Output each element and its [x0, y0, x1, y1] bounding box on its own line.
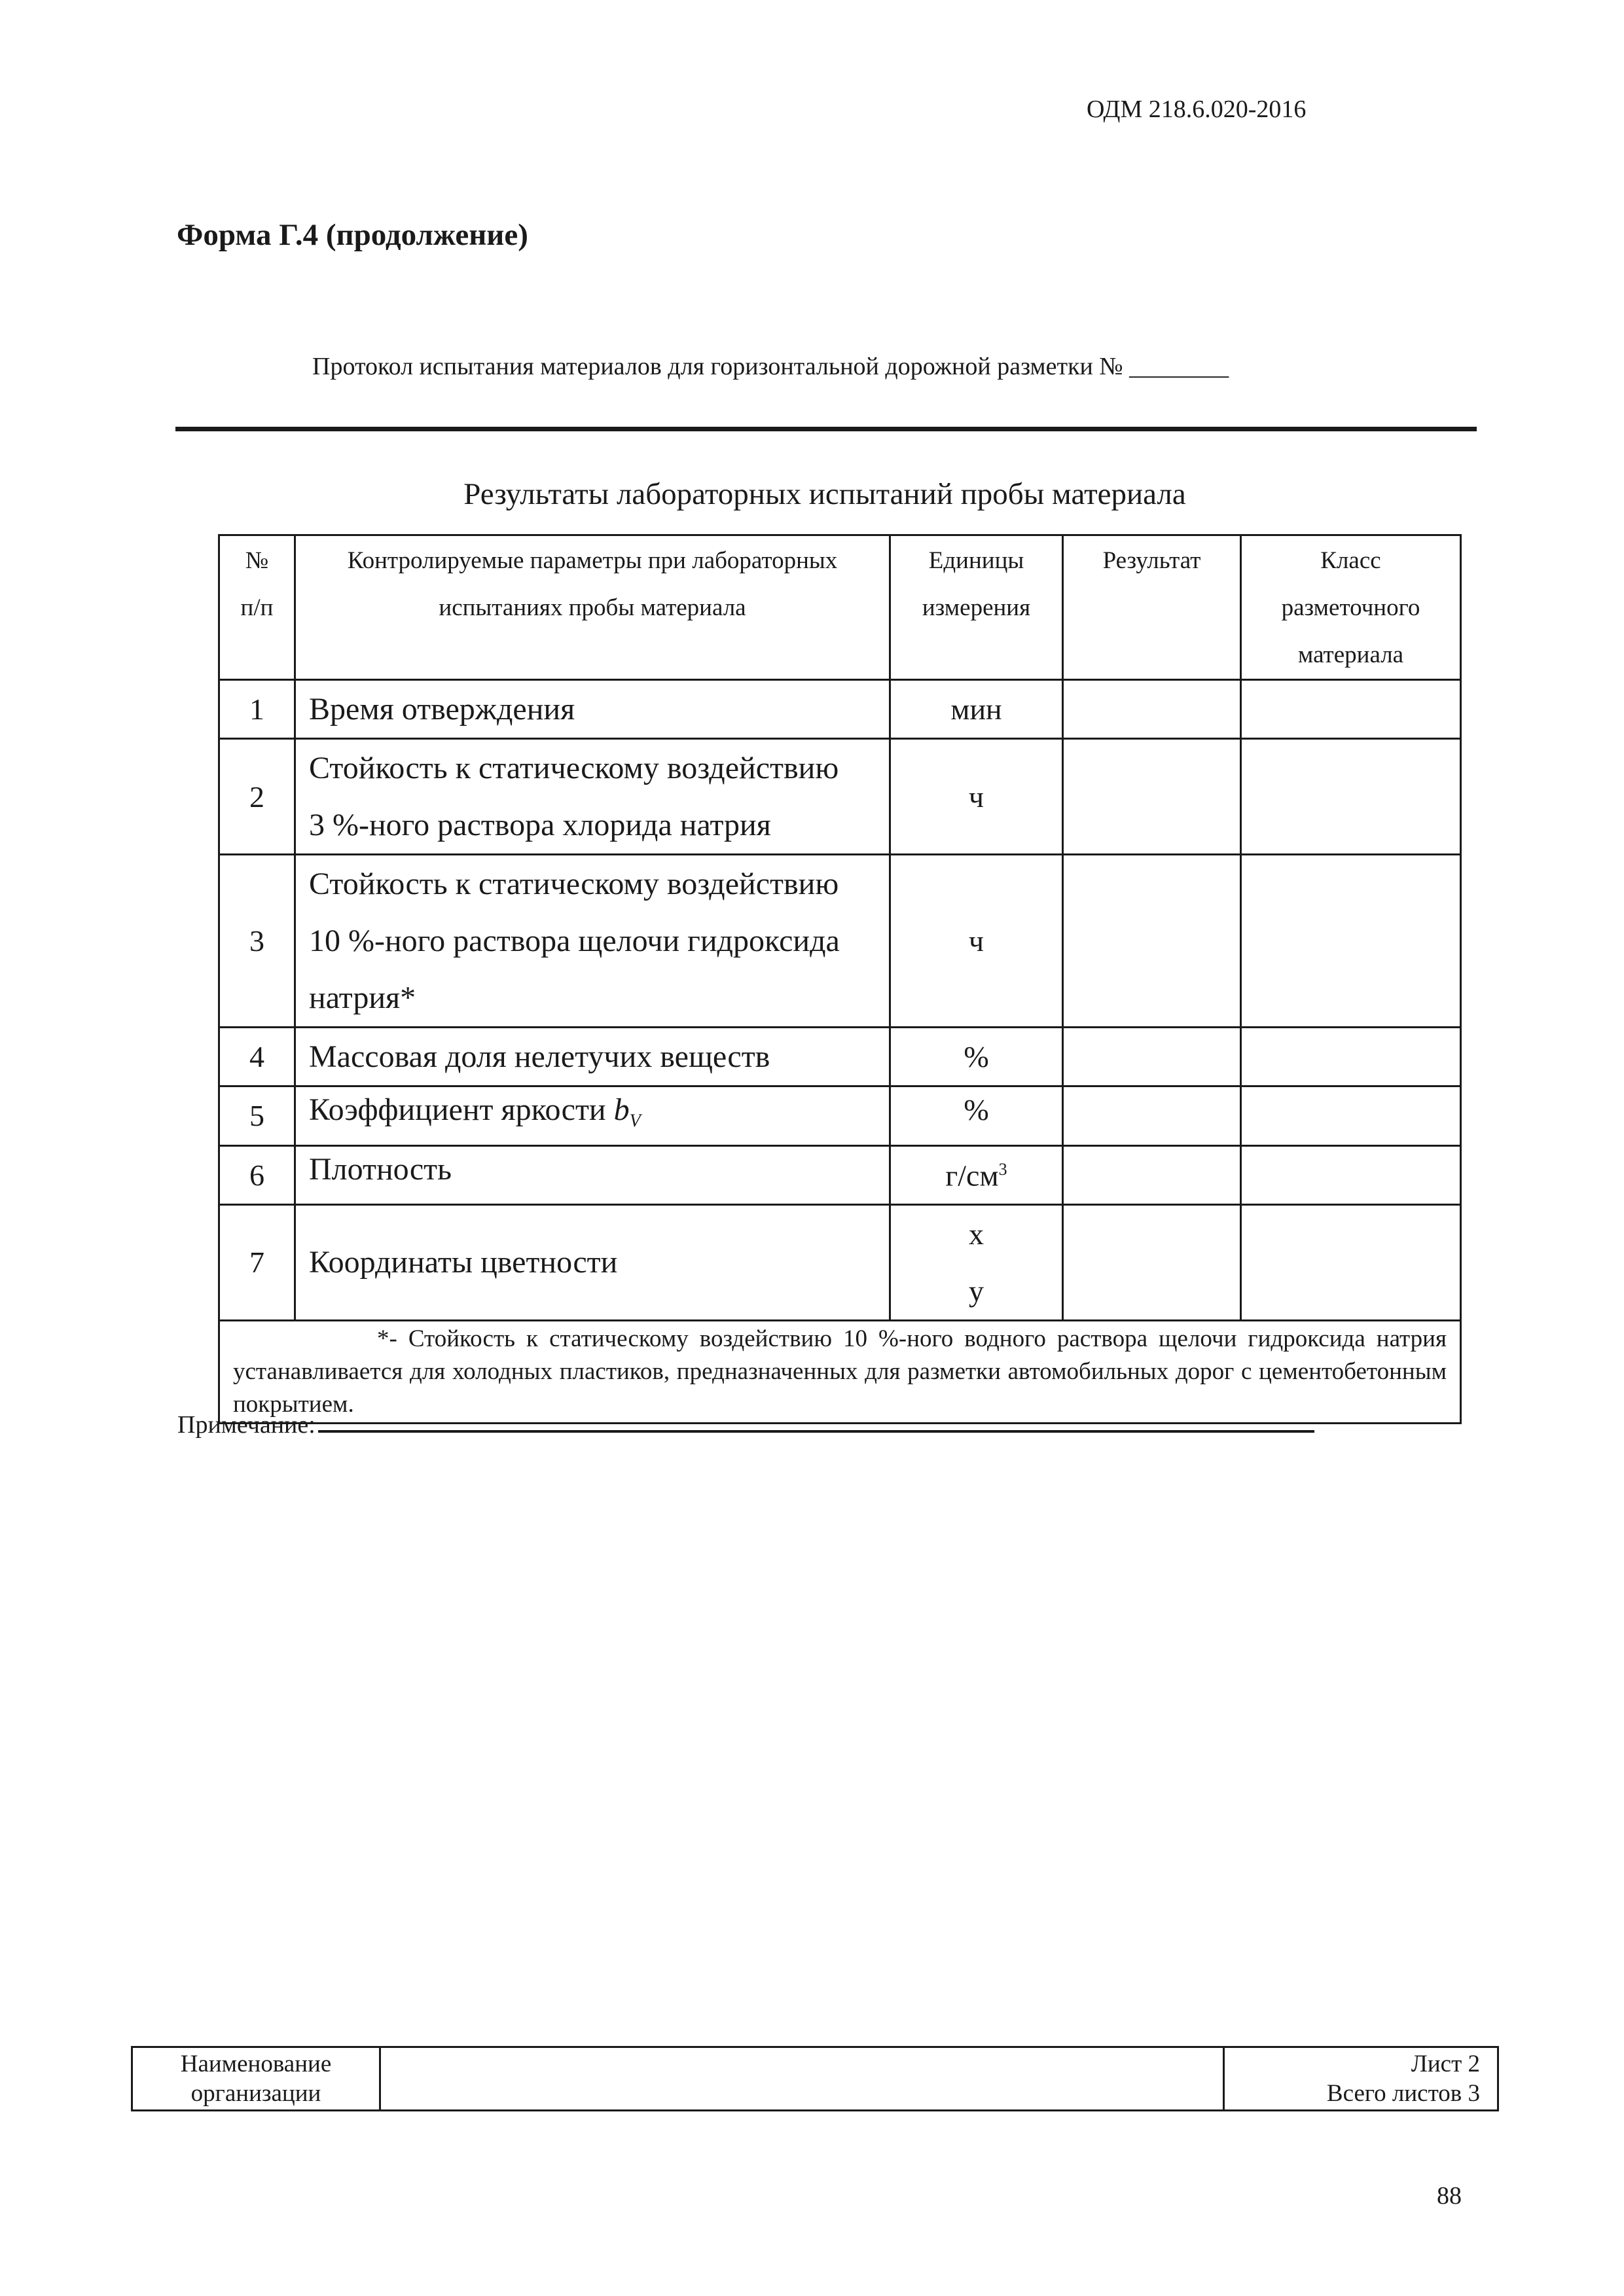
result-cell[interactable]	[1063, 1145, 1241, 1204]
row-num: 5	[219, 1086, 295, 1146]
table-row	[219, 739, 1461, 855]
row-param: Координаты цветности	[295, 1204, 890, 1320]
header-unit-line1: Единицы	[928, 547, 1024, 574]
header-num-line1: №	[245, 547, 269, 574]
row-num: 6	[219, 1145, 295, 1204]
row-param-line: натрия*	[309, 980, 416, 1015]
protocol-number-blank: ________	[1129, 353, 1229, 380]
result-cell[interactable]	[1063, 855, 1241, 1028]
org-name-cell[interactable]	[380, 2047, 1224, 2111]
header-num-line2: п/п	[240, 594, 274, 621]
footnote-text: *- Стойкость к статическому воздействию 10 %-ного водного раствора щелочи гидроксида натрия устанавливается для холодных пластиков, предназначенных для разметки автомобильных дорог с цементобетонным покрытием.	[233, 1325, 1447, 1418]
unit-superscript: 3	[998, 1159, 1007, 1179]
unit-x: x	[969, 1217, 984, 1251]
header-num	[219, 535, 295, 680]
table-row	[219, 680, 1461, 739]
header-unit-line2: измерения	[922, 594, 1031, 621]
class-cell[interactable]	[1241, 1028, 1461, 1086]
class-cell[interactable]	[1241, 1086, 1461, 1146]
row-param	[295, 855, 890, 1028]
header-result-text: Результат	[1102, 547, 1201, 574]
header-param-line2: испытаниях пробы материала	[439, 594, 746, 621]
row-param-line: 3 %-ного раствора хлорида натрия	[309, 808, 771, 842]
row-num: 7	[219, 1204, 295, 1320]
table-row	[219, 1086, 1461, 1146]
row-unit: %	[890, 1086, 1063, 1146]
result-cell[interactable]	[1063, 680, 1241, 739]
row-param	[295, 739, 890, 855]
footer-table	[131, 2046, 1499, 2111]
form-title: Форма Г.4 (продолжение)	[177, 218, 528, 252]
row-param	[295, 1086, 890, 1146]
org-label-line2: организации	[190, 2080, 321, 2107]
row-param-line: Стойкость к статическому воздействию	[309, 867, 839, 901]
row-param-line: Стойкость к статическому воздействию	[309, 751, 839, 785]
row-unit	[890, 1204, 1063, 1320]
row-unit: мин	[890, 680, 1063, 739]
header-class-line3: материала	[1297, 641, 1404, 668]
result-cell[interactable]	[1063, 739, 1241, 855]
result-cell[interactable]	[1063, 1204, 1241, 1320]
brightness-symbol: $b_V$	[613, 1092, 641, 1132]
protocol-title-text: Протокол испытания материалов для горизонтальной дорожной разметки №	[312, 353, 1123, 380]
header-class	[1241, 535, 1461, 680]
class-cell[interactable]	[1241, 680, 1461, 739]
table-row	[219, 1204, 1461, 1320]
header-param	[295, 535, 890, 680]
org-label-cell	[132, 2047, 380, 2111]
class-cell[interactable]	[1241, 1145, 1461, 1204]
table-header-row	[219, 535, 1461, 680]
row-num: 2	[219, 739, 295, 855]
unit-text: г/см	[945, 1158, 999, 1192]
sheet-label: Лист 2	[1411, 2051, 1480, 2077]
row-param-text: Коэффициент яркости	[309, 1092, 606, 1127]
header-param-line1: Контролируемые параметры при лабораторных	[347, 547, 838, 574]
document-code: ОДМ 218.6.020-2016	[1087, 96, 1307, 123]
result-cell[interactable]	[1063, 1028, 1241, 1086]
protocol-title	[312, 352, 1229, 381]
page-number: 88	[1437, 2182, 1462, 2210]
table-footnote	[219, 1320, 1461, 1423]
row-num: 1	[219, 680, 295, 739]
header-rule	[175, 427, 1477, 431]
row-unit	[890, 1145, 1063, 1204]
org-label-line1: Наименование	[180, 2051, 332, 2077]
table-row	[219, 855, 1461, 1028]
row-unit: %	[890, 1028, 1063, 1086]
row-param-line: 10 %-ного раствора щелочи гидроксида	[309, 924, 840, 958]
row-param: Массовая доля нелетучих веществ	[295, 1028, 890, 1086]
row-unit: ч	[890, 855, 1063, 1028]
section-title: Результаты лабораторных испытаний пробы материала	[463, 477, 1186, 511]
sheet-info-cell	[1224, 2047, 1498, 2111]
results-table	[218, 534, 1462, 1424]
note-label: Примечание:	[177, 1411, 316, 1439]
table-row	[219, 1028, 1461, 1086]
header-result	[1063, 535, 1241, 680]
class-cell[interactable]	[1241, 855, 1461, 1028]
class-cell[interactable]	[1241, 1204, 1461, 1320]
header-unit	[890, 535, 1063, 680]
row-param: Плотность	[295, 1145, 890, 1204]
header-class-line2: разметочного	[1281, 594, 1420, 621]
unit-y: y	[969, 1274, 984, 1308]
header-class-line1: Класс	[1320, 547, 1381, 574]
row-param: Время отверждения	[295, 680, 890, 739]
note-line	[177, 1410, 1314, 1439]
row-num: 4	[219, 1028, 295, 1086]
class-cell[interactable]	[1241, 739, 1461, 855]
total-sheets-label: Всего листов 3	[1326, 2080, 1480, 2107]
table-row	[219, 1145, 1461, 1204]
row-num: 3	[219, 855, 295, 1028]
note-input-line[interactable]	[318, 1410, 1314, 1433]
footnote-row	[219, 1320, 1461, 1423]
row-unit: ч	[890, 739, 1063, 855]
result-cell[interactable]	[1063, 1086, 1241, 1146]
